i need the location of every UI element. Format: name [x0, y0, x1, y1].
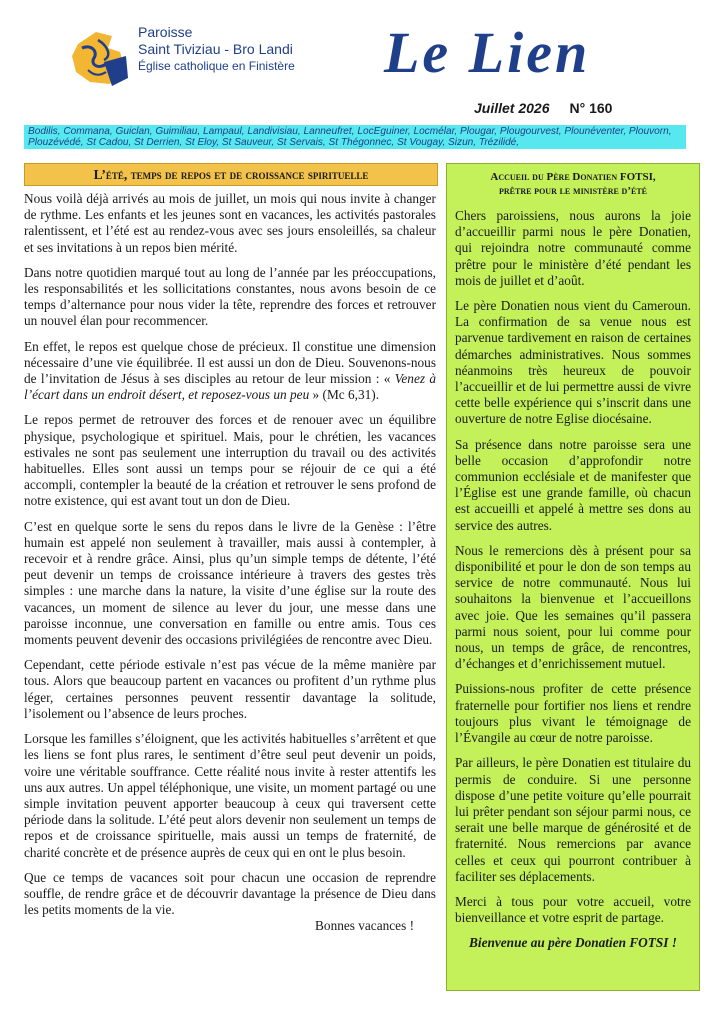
article-closing: Bonnes vacances !	[315, 918, 414, 934]
article-paragraph: Cependant, cette période estivale n’est pas vécue de la même manière par tous. Alors que beaucoup partent en vacances ou profitent d’un rythme plus léger, certaines personnes peuvent ressentir davantage la solitude, l’isolement ou l’absence de leurs proches.	[24, 657, 436, 721]
sidebar-title	[455, 170, 691, 198]
sidebar-paragraph: Par ailleurs, le père Donatien est titulaire du permis de conduire. Si une personne dispose d’une petite voiture qu’elle pourrait lui prêter pendant son séjour parmi nous, ce serait une belle marque de générosité et de fraternité. Nous remercions par avance celles et ceux qui pourront contribuer à faciliter ses déplacements.	[455, 755, 691, 884]
newsletter-title: Le Lien	[384, 20, 591, 85]
parish-logo-icon	[68, 26, 134, 88]
article-paragraph	[24, 339, 436, 404]
sidebar-closing: Bienvenue au père Donatien FOTSI !	[469, 935, 677, 951]
masthead	[0, 0, 724, 130]
article-text: » (Mc 6,31).	[309, 387, 380, 403]
article-paragraph: Dans notre quotidien marqué tout au long de l’année par les préoccupations, les responsabilités et les sollicitations constantes, nous avons besoin de ce temps d’alternance pour nous vider la tête, reprendre des forces et retrouver un nouvel élan pour recommencer.	[24, 264, 436, 329]
issue-date: Juillet 2026	[474, 100, 550, 116]
article-title: L’été, temps de repos et de croissance spirituelle	[24, 163, 438, 186]
main-article	[24, 191, 436, 935]
article-paragraph: C’est en quelque sorte le sens du repos dans le livre de la Genèse : l’être humain est appelé non seulement à travailler, mais aussi à contempler, à recevoir et à rendre grâce. Ainsi, plus qu’un simple temps de détente, l’été peut devenir un temps de croissance intérieure à travers des gestes très simples : une marche dans la nature, la visite d’une église sur la route des vacances, un moment de silence au lever du jour, une messe dans une paroisse inconnue, une conversation en famille ou entre amis. Tous ces moments peuvent devenir des occasions privilégiées de rencontre avec Dieu.	[24, 518, 436, 648]
parish-line-1: Paroisse	[138, 24, 193, 40]
villages-list: Bodilis, Commana, Guiclan, Guimiliau, Lampaul, Landivisiau, Lanneufret, LocEguiner, Locmélar, Plougar, Plougourvest, Plounéventer, Plouvorn, Plouzévédé, St Cadou, St Derrien, St Eloy, St Sauveur, St Servais, St Thégonnec, St Vougay, Sizun, Trézilidé,	[24, 125, 686, 149]
article-paragraph: Que ce temps de vacances soit pour chacun une occasion de reprendre souffle, de rendre grâce et de découvrir davantage la présence de Dieu dans les petits moments de la vie.	[24, 869, 436, 918]
sidebar-title-line-1: Accueil du Père Donatien FOTSI,	[490, 171, 656, 183]
parish-line-2: Saint Tiviziau - Bro Landi	[138, 41, 293, 57]
article-paragraph: Nous voilà déjà arrivés au mois de juillet, un mois qui nous invite à changer de rythme. Les enfants et les jeunes sont en vacances, les activités pastorales ralentissent, et l’été est au rendez-vous avec ses jours ensoleillés, sa chaleur et ses invitations à un repos bien mérité.	[24, 191, 436, 255]
issue-number: N° 160	[569, 100, 613, 116]
article-text: En effet, le repos est quelque chose de précieux. Il constitue une dimension nécessaire d’une vie équilibrée. Il est aussi un don de Dieu. Souvenons-nous de l’invitation de Jésus à ses disciples au retour de leur mission : «	[24, 338, 436, 387]
article-paragraph: Le repos permet de retrouver des forces et de renouer avec un équilibre physique, psychologique et spirituel. Mais, pour le chrétien, les vacances estivales ne sont pas seulement une interruption du travail ou des activités habituelles. Elles sont aussi un temps pour se réjouir de ce qui a été accompli, contempler la beauté de la création et retrouver le sens profond de notre existence, qui est avant tout un don de Dieu.	[24, 412, 436, 509]
article-paragraph: Lorsque les familles s’éloignent, que les activités habituelles s’arrêtent et que les liens se font plus rares, le sentiment d’être seul peut devenir un poids, voire une véritable souffrance. Cette réalité nous invite à rester attentifs les uns aux autres. Un appel téléphonique, une visite, un moment partagé ou une simple invitation peuvent apporter beaucoup à ceux qui traversent cette période dans la solitude. L’été peut alors devenir non seulement un temps de repos et de croissance spirituelle, mais aussi un temps de fraternité, de charité concrète et de présence auprès de ceux qui en ont le plus besoin.	[24, 731, 436, 860]
issue-info	[474, 100, 612, 116]
sidebar-paragraph: Le père Donatien nous vient du Cameroun. La confirmation de sa venue nous est parvenue tardivement en raison de certaines démarches administratives. Nous sommes néanmoins très heureux de pouvoir l’accueillir et de lui permettre aussi de vivre cette belle expérience qui s’inscrit dans une ouverture de notre Eglise diocésaine.	[455, 298, 691, 427]
parish-name	[138, 24, 295, 74]
sidebar-welcome	[446, 163, 700, 991]
sidebar-paragraph: Chers paroissiens, nous aurons la joie d’accueillir parmi nous le père Donatien, qui rejoindra notre communauté comme prêtre pour le ministère d’été pendant les mois de juillet et d’août.	[455, 208, 691, 288]
parish-line-3: Église catholique en Finistère	[138, 59, 295, 73]
sidebar-paragraph: Puissions-nous profiter de cette présence fraternelle pour fortifier nos liens et rendre toujours plus vivant le témoignage de l’Évangile au cœur de notre paroisse.	[455, 681, 691, 746]
sidebar-paragraph: Nous le remercions dès à présent pour sa disponibilité et pour le don de son temps au service de notre communauté. Nous lui souhaitons la bienvenue et l’accueillons avec joie. Que les semaines qu’il passera parmi nous soient, pour lui comme pour nous, un temps de grâce, de rencontres, d’échanges et d’enrichissement mutuel.	[455, 542, 691, 672]
bible-quote: Venez à l’écart dans un endroit désert, et reposez-vous un peu	[24, 371, 436, 403]
sidebar-paragraph: Merci à tous pour votre accueil, votre bienveillance et votre esprit de partage.	[455, 893, 691, 926]
sidebar-paragraph: Sa présence dans notre paroisse sera une belle occasion d’approfondir notre communion ecclésiale et de manifester que l’Église est une grande famille, où chacun est accueilli et appelé à mettre ses dons au service des autres.	[455, 436, 691, 533]
sidebar-title-line-2: prêtre pour le ministère d’été	[498, 185, 648, 197]
